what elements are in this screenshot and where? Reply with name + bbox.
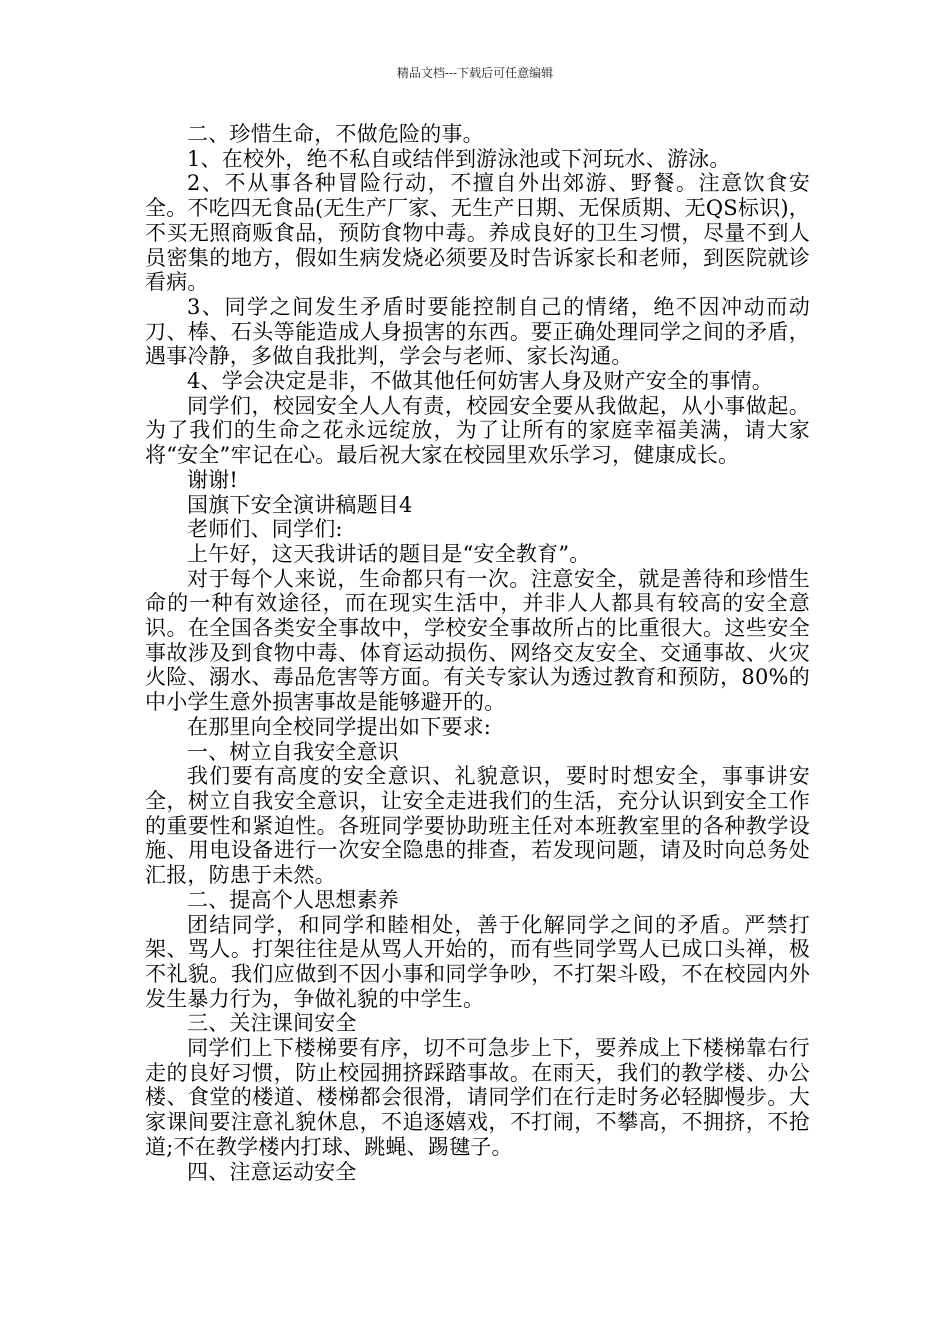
paragraph: 3、同学之间发生矛盾时要能控制自己的情绪，绝不因冲动而动刀、棒、石头等能造成人身损害的东西。要正确处理同学之间的矛盾，遇事冷静，多做自我批判，学会与老师、家长沟通。 (145, 294, 810, 369)
paragraph: 谢谢! (187, 467, 239, 492)
subheading: 二、提高个人思想素养 (187, 887, 399, 912)
paragraph: 我们要有高度的安全意识、礼貌意识，要时时想安全，事事讲安全，树立自我安全意识，让安全走进我们的生活，充分认识到安全工作的重要性和紧迫性。各班同学要协助班主任对本班教室里的各种教学设施、用电设备进行一次安全隐患的排查，若发现问题，请及时向总务处汇报，防患于未然。 (145, 764, 810, 888)
paragraph: 2、不从事各种冒险行动，不擅自外出郊游、野餐。注意饮食安全。不吃四无食品(无生产厂家、无生产日期、无保质期、无QS标识)，不买无照商贩食品，预防食物中毒。养成良好的卫生习惯，尽量不到人员密集的地方，假如生病发烧必须要及时告诉家长和老师，到医院就诊看病。 (145, 171, 810, 295)
paragraph: 1、在校外，绝不私自或结伴到游泳池或下河玩水、游泳。 (187, 146, 731, 171)
paragraph: 老师们、同学们: (187, 517, 343, 542)
section-title: 国旗下安全演讲稿题目4 (187, 492, 413, 517)
paragraph: 上午好，这天我讲话的题目是“安全教育”。 (187, 541, 591, 566)
paragraph: 对于每个人来说，生命都只有一次。注意安全，就是善待和珍惜生命的一种有效途径，而在现实生活中，并非人人都具有较高的安全意识。在全国各类安全事故中，学校安全事故所占的比重很大。这些安全事故涉及到食物中毒、体育运动损伤、网络交友安全、交通事故、火灾火险、溺水、毒品危害等方面。有关专家认为透过教育和预防，80%的中小学生意外损害事故是能够避开的。 (145, 566, 810, 715)
document-body (145, 122, 810, 1184)
subheading: 四、注意运动安全 (187, 1159, 357, 1184)
paragraph: 同学们上下楼梯要有序，切不可急步上下，要养成上下楼梯靠右行走的良好习惯，防止校园拥挤踩踏事故。在雨天，我们的教学楼、办公楼、食堂的楼道、楼梯都会很滑，请同学们在行走时务必轻脚慢步。大家课间要注意礼貌休息，不追逐嬉戏，不打闹，不攀高，不拥挤，不抢道;不在教学楼内打球、跳蝇、踢毽子。 (145, 1036, 810, 1159)
subheading: 一、树立自我安全意识 (187, 739, 399, 764)
paragraph: 在那里向全校同学提出如下要求: (187, 714, 492, 739)
page-header: 精品文档---下载后可任意编辑 (396, 66, 554, 80)
paragraph: 4、学会决定是非，不做其他任何妨害人身及财产安全的事情。 (187, 369, 773, 394)
paragraph: 同学们，校园安全人人有责，校园安全要从我做起，从小事做起。为了我们的生命之花永远绽放，为了让所有的家庭幸福美满，请大家将“安全”牢记在心。最后祝大家在校园里欢乐学习，健康成长。 (145, 393, 810, 468)
subheading: 三、关注课间安全 (187, 1011, 357, 1036)
paragraph: 二、珍惜生命，不做危险的事。 (187, 122, 484, 146)
paragraph: 团结同学，和同学和睦相处，善于化解同学之间的矛盾。严禁打架、骂人。打架往往是从骂人开始的，而有些同学骂人已成口头禅，极不礼貌。我们应做到不因小事和同学争吵，不打架斗殴，不在校园内外发生暴力行为，争做礼貌的中学生。 (145, 912, 810, 1011)
